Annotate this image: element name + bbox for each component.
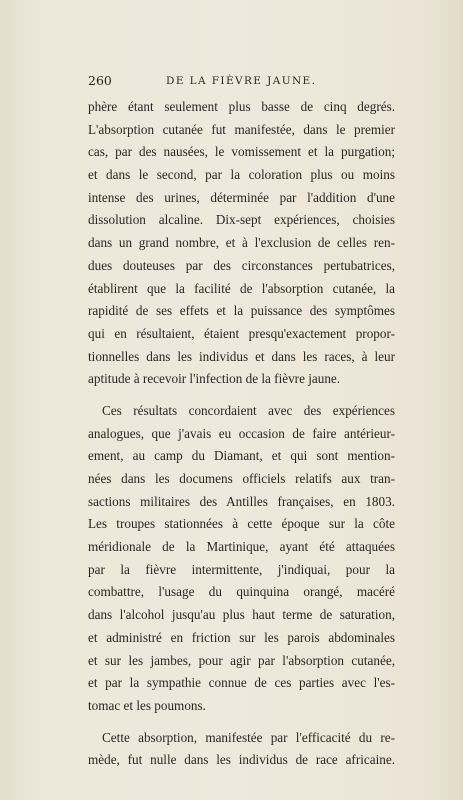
text-line: combattre, l'usage du quinquina orangé, macéré [88,584,395,600]
running-title: DE LA FIÈVRE JAUNE. [166,75,317,87]
text-line: établirent que la facilité de l'absorption cutanée, la [88,280,395,296]
text-line: tionnelles dans les individus et dans les races, à leur [88,348,395,364]
text-line: analogues, que j'avais eu occasion de faire antérieur- [88,425,395,441]
text-line: dissolution alcaline. Dix-sept expériences, choisies [88,212,395,228]
text-line: et sur les jambes, pour agir par l'absorption cutanée, [88,652,395,668]
text-line: L'absorption cutanée fut manifestée, dans le premier [88,121,395,137]
text-line: dans l'alcohol jusqu'au plus haut terme de saturation, [88,607,395,623]
paragraph-3 [88,727,395,772]
paragraph-2 [88,400,395,718]
text-line: qui en résultaient, étaient presqu'exactement propor- [88,325,395,341]
text-line: Ces résultats concordaient avec des expériences [102,402,395,418]
text-line: nées dans les documens officiels relatifs aux tran- [88,471,395,486]
text-line: et dans le second, par la coloration plus ou moins [88,167,395,183]
page-header [88,71,395,91]
text-line: par la fièvre intermittente, j'indiquai, pour la [88,561,395,577]
text-line: sactions militaires des Antilles françaises, en 1803. [88,493,395,509]
text-line: Cette absorption, manifestée par l'efficacité du re- [102,729,395,745]
body-text [88,96,395,772]
text-line: ement, au camp du Diamant, et qui sont mention- [88,448,395,464]
text-line: aptitude à recevoir l'infection de la fièvre jaune. [88,371,341,387]
text-line: rapidité de ses effets et la puissance des symptômes [88,303,395,319]
text-line: méridionale de la Martinique, ayant été attaquées [88,539,395,555]
page-number: 260 [88,73,112,88]
text-line: et administré en friction sur les parois abdominales [88,629,395,645]
text-line: mède, fut nulle dans les individus de race africaine. [88,752,395,768]
text-line: intense des urines, déterminée par l'addition d'une [88,189,395,205]
text-line: dans un grand nombre, et à l'exclusion de celles ren- [88,235,395,251]
text-line: tomac et les poumons. [88,697,206,713]
text-line: cas, par des nausées, le vomissement et la purgation; [88,144,395,160]
text-line: dues douteuses par des circonstances pertubatrices, [88,257,395,273]
paragraph-1 [88,96,395,391]
text-line: Les troupes stationnées à cette époque sur la côte [88,516,395,532]
text-line: et par la sympathie connue de ces parties avec l'es- [88,675,395,691]
text-line: phère étant seulement plus basse de cinq degrés. [88,99,395,114]
